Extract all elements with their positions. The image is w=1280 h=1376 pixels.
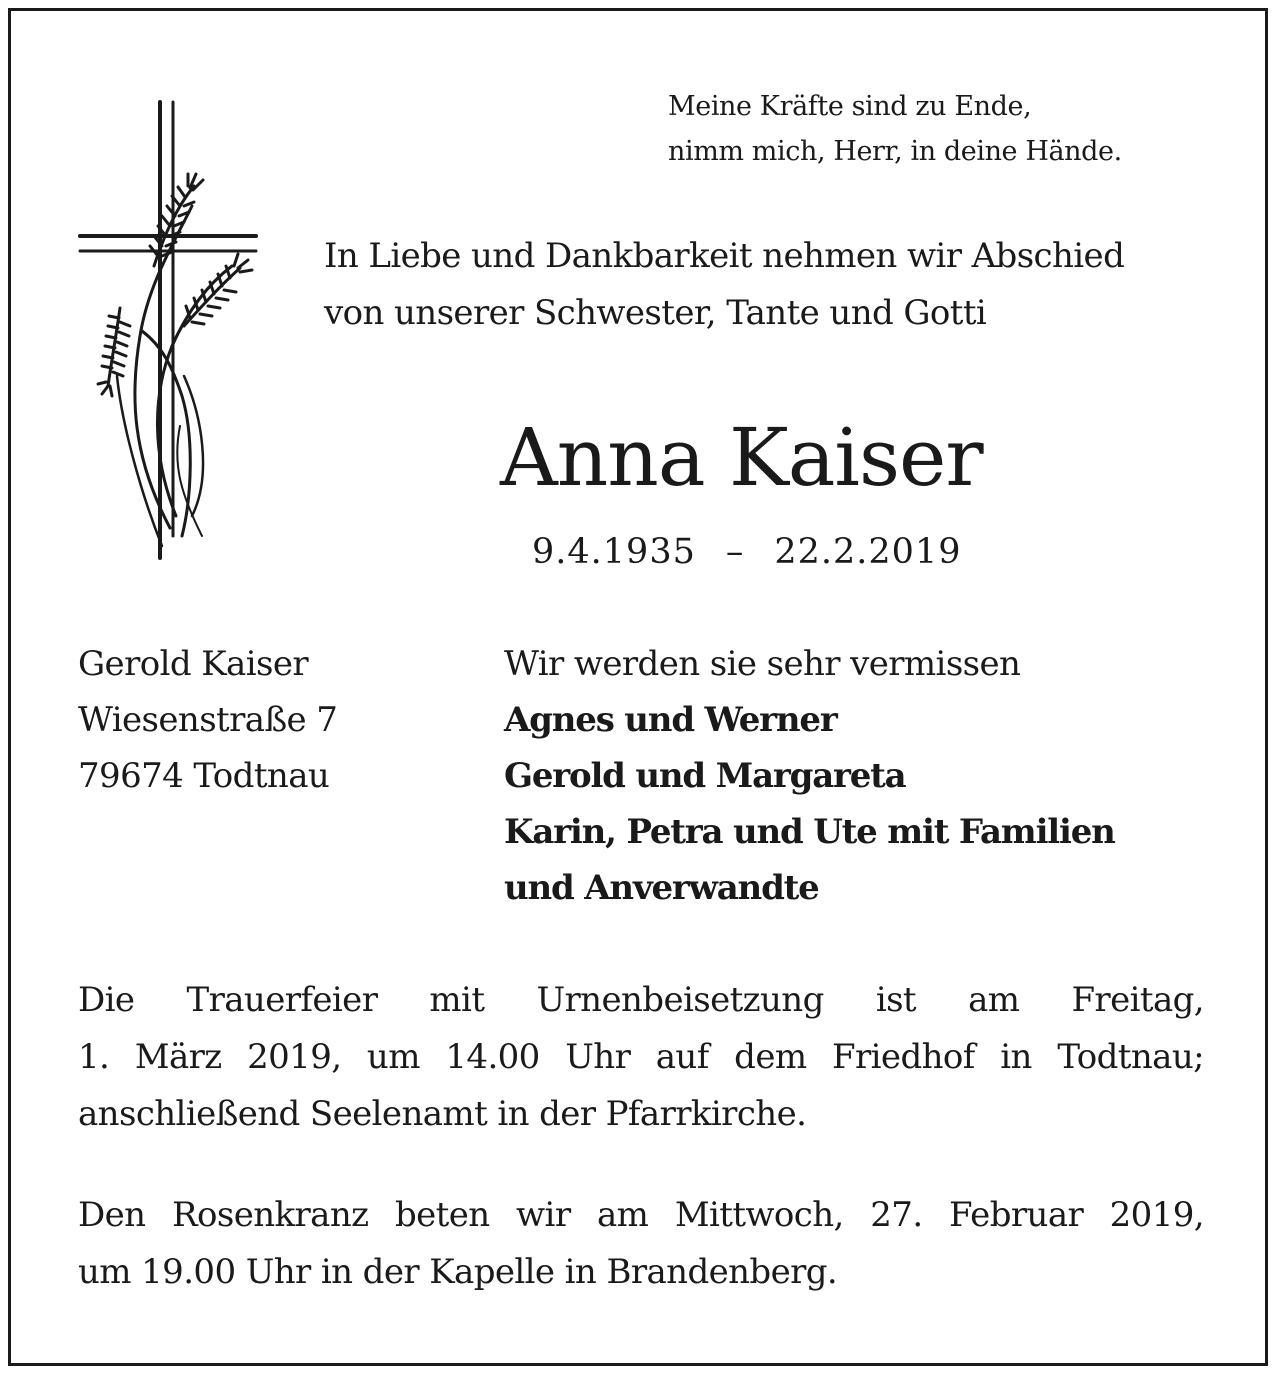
intro-line: In Liebe und Dankbarkeit nehmen wir Abschied <box>324 236 1125 276</box>
address-line: 79674 Todtnau <box>78 756 330 796</box>
mourners-list <box>504 636 1115 916</box>
mourner-name: Karin, Petra und Ute mit Familien <box>504 812 1115 852</box>
intro-line: von unserer Schwester, Tante und Gotti <box>324 293 987 333</box>
ceremony-line: anschließend Seelenamt in der Pfarrkirche. <box>78 1094 807 1134</box>
contact-address <box>78 636 337 804</box>
rosary-line: um 19.00 Uhr in der Kapelle in Brandenberg. <box>78 1252 838 1292</box>
mourner-name: und Anverwandte <box>504 868 819 908</box>
mourner-name: Gerold und Margareta <box>504 756 906 796</box>
intro-text <box>324 228 1124 342</box>
ceremony-line: 1. März 2019, um 14.00 Uhr auf dem Friedhof in Todtnau; <box>78 1037 1204 1077</box>
motto <box>668 84 1122 174</box>
rosary-line: Den Rosenkranz beten wir am Mittwoch, 27. Februar 2019, <box>78 1195 1204 1235</box>
deceased-name: Anna Kaiser <box>500 411 983 504</box>
address-line: Wiesenstraße 7 <box>78 700 338 740</box>
mourner-name: Agnes und Werner <box>504 700 837 740</box>
birth-date: 9.4.1935 <box>532 532 696 572</box>
mourners-heading: Wir werden sie sehr vermissen <box>504 644 1021 684</box>
life-dates <box>532 528 962 576</box>
date-separator: – <box>725 532 745 572</box>
ceremony-info <box>78 972 1204 1143</box>
motto-line: nimm mich, Herr, in deine Hände. <box>668 136 1122 167</box>
rosary-info <box>78 1187 1204 1301</box>
cross-with-wheat-icon <box>72 96 264 566</box>
death-date: 22.2.2019 <box>774 532 962 572</box>
address-line: Gerold Kaiser <box>78 644 309 684</box>
motto-line: Meine Kräfte sind zu Ende, <box>668 91 1032 122</box>
ceremony-line: Die Trauerfeier mit Urnenbeisetzung ist am Freitag, <box>78 980 1204 1020</box>
